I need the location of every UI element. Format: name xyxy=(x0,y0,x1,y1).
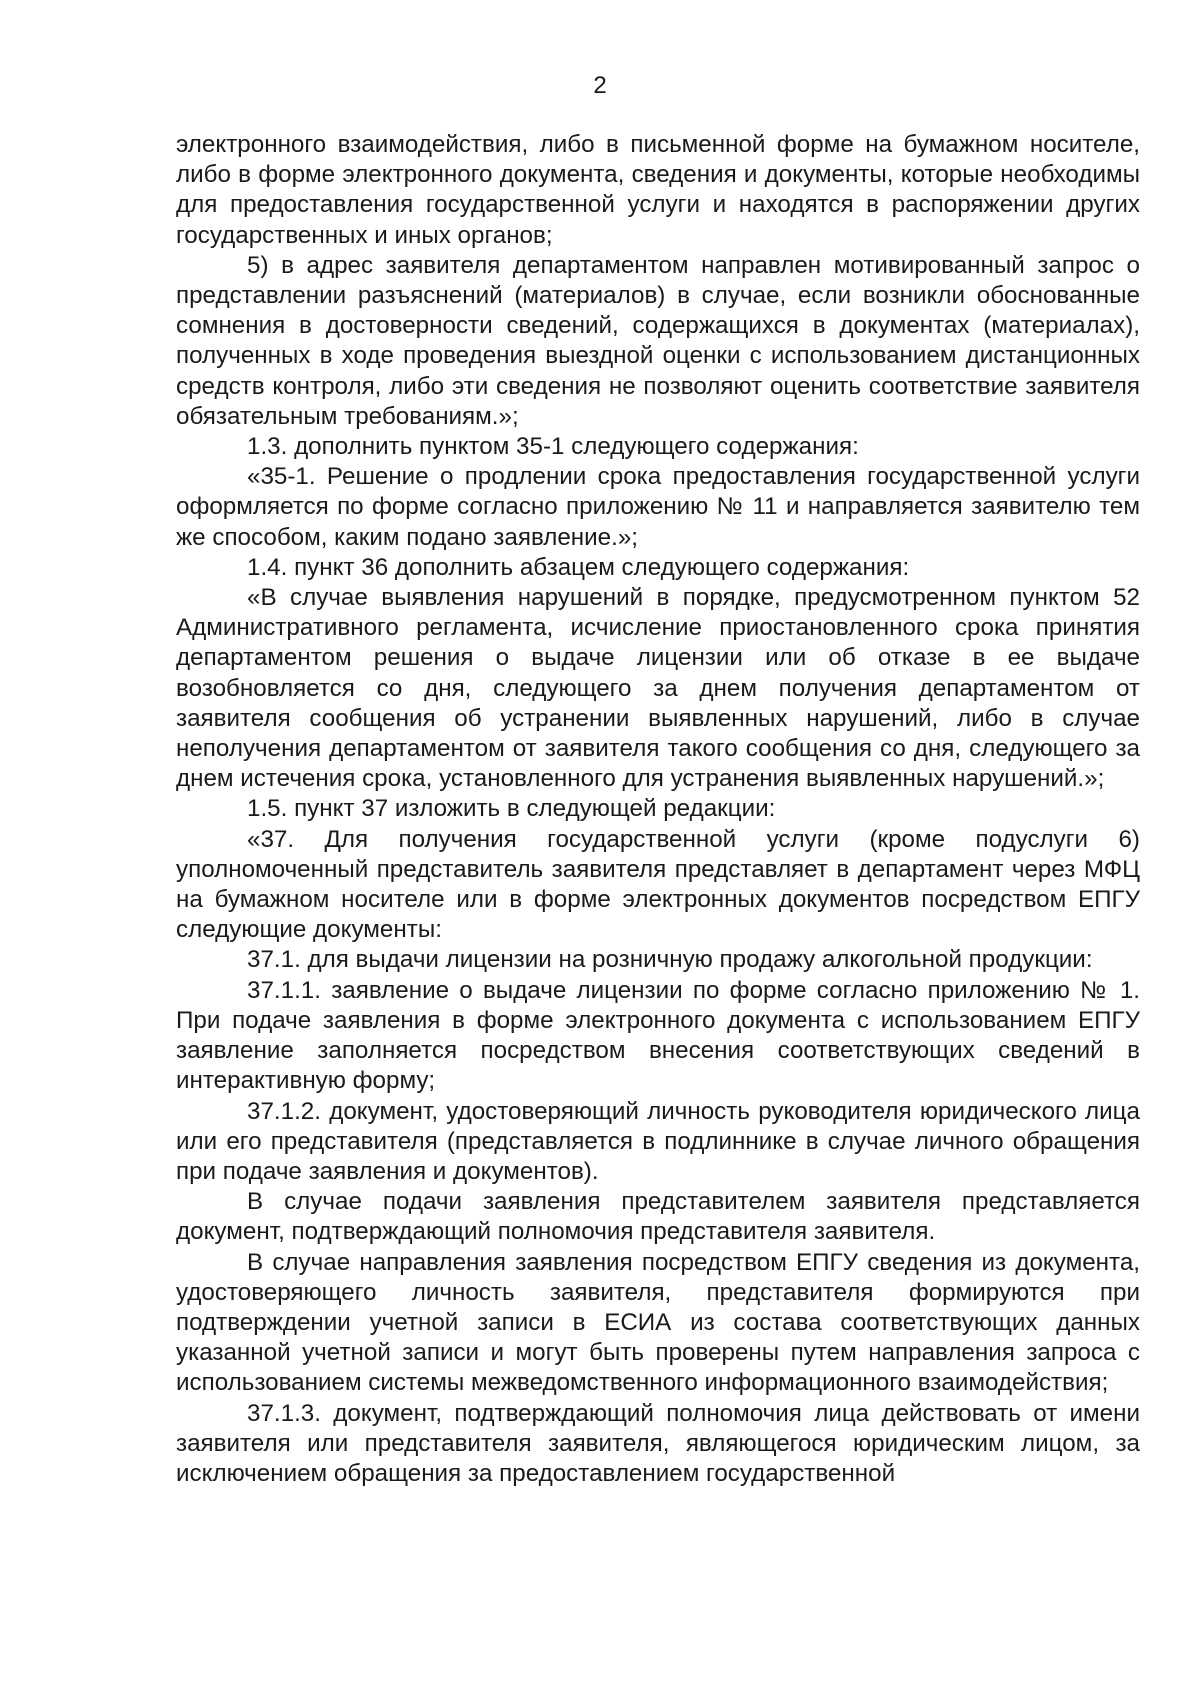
paragraph: «37. Для получения государственной услуги (кроме подуслуги 6) уполномоченный представитель заявителя представляет в департамент через МФЦ на бумажном носителе или в форме электронных документов посредством ЕПГУ следующие документы: xyxy=(176,825,1140,944)
paragraph: 5) в адрес заявителя департаментом направлен мотивированный запрос о представлении разъяснений (материалов) в случае, если возникли обоснованные сомнения в достоверности сведений, содержащихся в документах (материалах), полученных в ходе проведения выездной оценки с использованием дистанционных средств контроля, либо эти сведения не позволяют оценить соответствие заявителя обязательным требованиям.»; xyxy=(176,251,1140,430)
paragraph: 1.4. пункт 36 дополнить абзацем следующего содержания: xyxy=(247,553,910,581)
paragraph: 37.1. для выдачи лицензии на розничную продажу алкогольной продукции: xyxy=(247,946,1093,974)
paragraph: 37.1.1. заявление о выдаче лицензии по форме согласно приложению № 1. При подаче заявления в форме электронного документа с использованием ЕПГУ заявление заполняется посредством внесения соответствующих сведений в интерактивную форму; xyxy=(176,976,1140,1095)
page-number: 2 xyxy=(593,72,607,99)
paragraph: 1.5. пункт 37 изложить в следующей редакции: xyxy=(247,795,776,823)
paragraph: 37.1.3. документ, подтверждающий полномочия лица действовать от имени заявителя или представителя заявителя, являющегося юридическим лицом, за исключением обращения за предоставлением государственной xyxy=(176,1399,1140,1487)
paragraph: электронного взаимодействия, либо в письменной форме на бумажном носителе, либо в форме электронного документа, сведения и документы, которые необходимы для предоставления государственной услуги и находятся в распоряжении других государственных и иных органов; xyxy=(176,131,1140,249)
paragraph: «35-1. Решение о продлении срока предоставления государственной услуги оформляется по форме согласно приложению № 11 и направляется заявителю тем же способом, каким подано заявление.»; xyxy=(176,463,1140,551)
document-body xyxy=(176,130,1140,1489)
paragraph: В случае направления заявления посредством ЕПГУ сведения из документа, удостоверяющего личность заявителя, представителя формируются при подтверждении учетной записи в ЕСИА из состава соответствующих данных указанной учетной записи и могут быть проверены путем направления запроса с использованием системы межведомственного информационного взаимодействия; xyxy=(176,1248,1140,1397)
paragraph: В случае подачи заявления представителем заявителя представляется документ, подтверждающий полномочия представителя заявителя. xyxy=(176,1188,1140,1246)
paragraph: 37.1.2. документ, удостоверяющий личность руководителя юридического лица или его представителя (представляется в подлиннике в случае личного обращения при подаче заявления и документов). xyxy=(176,1097,1140,1185)
paragraph: «В случае выявления нарушений в порядке, предусмотренном пунктом 52 Административного регламента, исчисление приостановленного срока принятия департаментом решения о выдаче лицензии или об отказе в ее выдаче возобновляется со дня, следующего за днем получения департаментом от заявителя сообщения об устранении выявленных нарушений, либо в случае неполучения департаментом от заявителя такого сообщения со дня, следующего за днем истечения срока, установленного для устранения выявленных нарушений.»; xyxy=(176,584,1140,793)
paragraph: 1.3. дополнить пунктом 35-1 следующего содержания: xyxy=(247,433,859,461)
